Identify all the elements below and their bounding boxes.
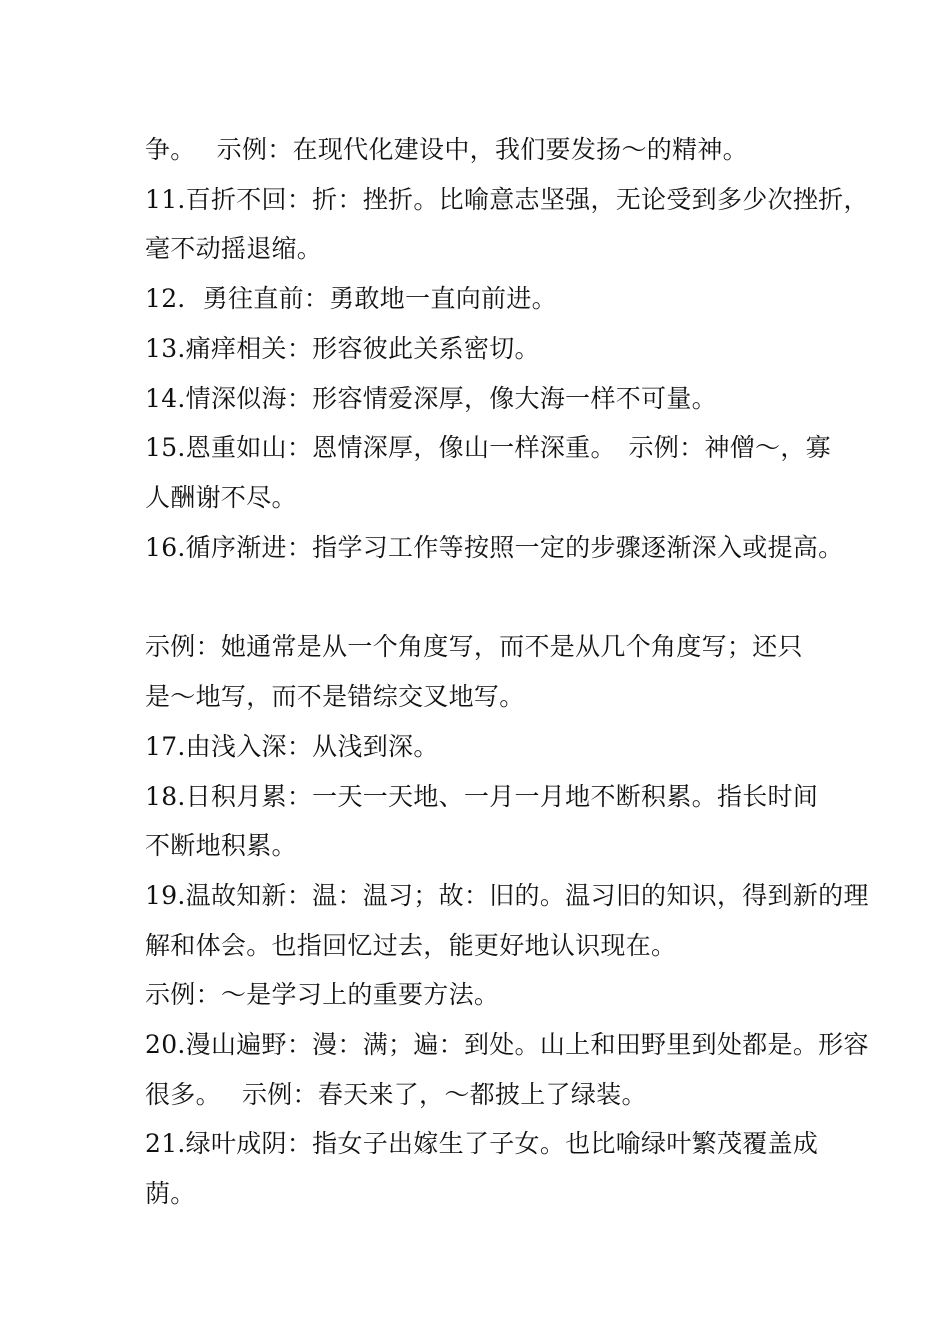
text-line: 15.恩重如山：恩情深厚，像山一样深重。 示例：神僧～，寡 [145,433,831,462]
text-line: 示例：她通常是从一个角度写，而不是从几个角度写；还只 [145,632,803,661]
text-line: 19.温故知新：温：温习；故：旧的。温习旧的知识，得到新的理 [145,881,869,910]
text-line: 13.痛痒相关：形容彼此关系密切。 [145,334,540,363]
text-line: 人酬谢不尽。 [145,483,297,512]
text-line: 毫不动摇退缩。 [145,234,323,263]
text-line: 16.循序渐进：指学习工作等按照一定的步骤逐渐深入或提高。 [145,533,844,562]
text-line: 14.情深似海：形容情爱深厚，像大海一样不可量。 [145,384,717,413]
text-line: 21.绿叶成阴：指女子出嫁生了子女。也比喻绿叶繁茂覆盖成 [145,1129,819,1158]
text-line: 12．勇往直前：勇敢地一直向前进。 [145,284,557,313]
text-line: 20.漫山遍野：漫：满；遍：到处。山上和田野里到处都是。形容 [145,1030,869,1059]
text-line: 11.百折不回：折：挫折。比喻意志坚强，无论受到多少次挫折， [145,185,869,214]
text-line: 荫。 [145,1179,196,1208]
text-line: 不断地积累。 [145,831,297,860]
text-line: 示例：～是学习上的重要方法。 [145,980,500,1009]
text-line: 18.日积月累：一天一天地、一月一月地不断积累。指长时间 [145,782,819,811]
text-line: 解和体会。也指回忆过去，能更好地认识现在。 [145,931,677,960]
text-line: 很多。 示例：春天来了，～都披上了绿装。 [145,1080,647,1109]
text-line: 是～地写，而不是错综交叉地写。 [145,682,525,711]
text-line: 17.由浅入深：从浅到深。 [145,732,439,761]
text-line: 争。 示例：在现代化建设中，我们要发扬～的精神。 [145,135,748,164]
